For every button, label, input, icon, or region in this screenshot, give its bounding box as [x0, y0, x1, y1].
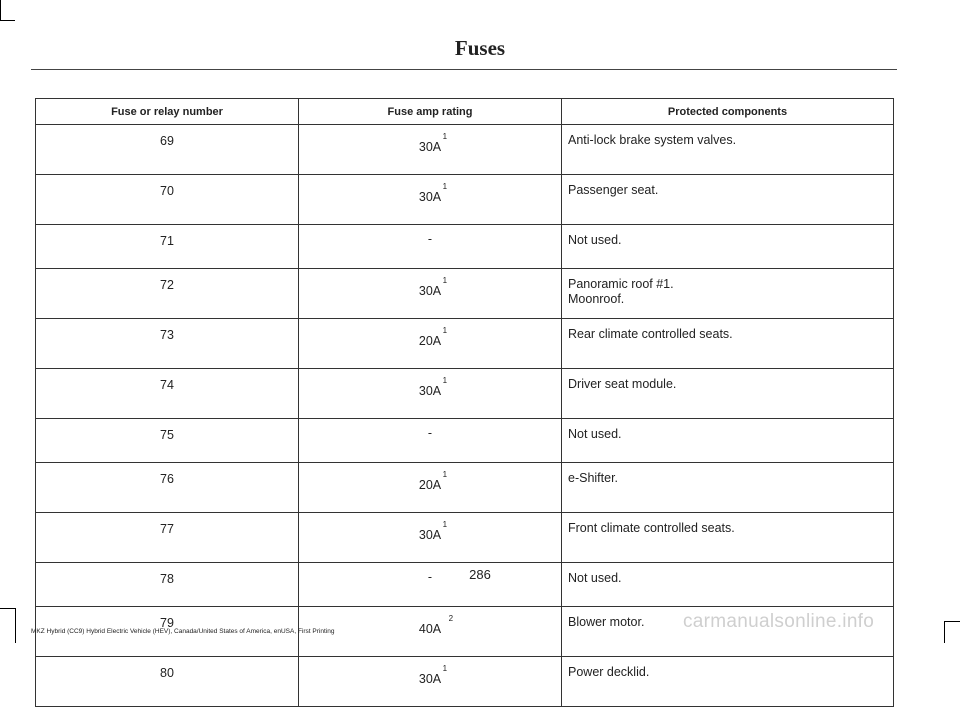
footnote-marker: 1 — [442, 376, 448, 385]
fuse-number: 75 — [36, 419, 299, 463]
fuse-number: 72 — [36, 269, 299, 319]
protected-components — [562, 175, 894, 225]
amp-text: 30A — [418, 140, 442, 154]
fuse-number: 70 — [36, 175, 299, 225]
component-line: Not used. — [568, 233, 622, 247]
header-amp-rating: Fuse amp rating — [299, 99, 562, 125]
table-row — [36, 419, 894, 463]
footnote-marker: 1 — [442, 276, 448, 285]
table-row — [36, 269, 894, 319]
amp-text: 30A — [418, 190, 442, 204]
component-line: Anti-lock brake system valves. — [568, 133, 737, 147]
footnote-marker: 2 — [448, 614, 454, 623]
fuse-number: 78 — [36, 563, 299, 607]
protected-components — [562, 225, 894, 269]
page-number: 286 — [469, 567, 491, 582]
amp-value — [418, 520, 448, 542]
amp-value — [418, 132, 448, 154]
amp-text: - — [427, 426, 433, 440]
amp-value — [418, 182, 448, 204]
watermark: carmanualsonline.info — [683, 611, 875, 632]
footnote-marker: 1 — [442, 664, 448, 673]
fuse-number: 69 — [36, 125, 299, 175]
protected-components — [562, 513, 894, 563]
table-row — [36, 225, 894, 269]
amp-value — [428, 426, 432, 440]
footnote-marker: 1 — [442, 470, 448, 479]
component-line: Not used. — [568, 571, 622, 585]
table-row — [36, 369, 894, 419]
fuse-number: 77 — [36, 513, 299, 563]
amp-text: 20A — [418, 334, 442, 348]
amp-text: 40A — [418, 622, 442, 636]
fuse-amp-rating — [299, 463, 562, 513]
fuse-amp-rating — [299, 513, 562, 563]
component-line: Driver seat module. — [568, 377, 677, 391]
page-title: Fuses — [454, 36, 506, 60]
crop-mark-bottom-right-horizontal — [944, 621, 960, 622]
component-line: Panoramic roof #1. — [568, 277, 674, 291]
fuse-number: 74 — [36, 369, 299, 419]
amp-text: 30A — [418, 528, 442, 542]
footnote-marker: 1 — [442, 520, 448, 529]
crop-mark-bottom-left-vertical — [15, 608, 16, 643]
protected-components — [562, 369, 894, 419]
amp-text: 20A — [418, 478, 442, 492]
protected-components — [562, 463, 894, 513]
amp-value — [428, 232, 432, 246]
table-row — [36, 319, 894, 369]
fuse-amp-rating — [299, 607, 562, 657]
amp-value — [418, 664, 448, 686]
header-protected-components: Protected components — [562, 99, 894, 125]
fuse-number: 71 — [36, 225, 299, 269]
fuse-amp-rating — [299, 225, 562, 269]
crop-mark-top-left-horizontal — [0, 20, 15, 21]
protected-components — [562, 319, 894, 369]
fuse-amp-rating — [299, 319, 562, 369]
component-line: Front climate controlled seats. — [568, 521, 735, 535]
fuse-amp-rating — [299, 125, 562, 175]
crop-mark-bottom-left-horizontal — [0, 608, 15, 609]
footer-text: MKZ Hybrid (CC9) Hybrid Electric Vehicle (HEV), Canada/United States of America, enUSA, First Printing — [31, 628, 335, 635]
protected-components — [562, 657, 894, 707]
protected-components — [562, 419, 894, 463]
fuse-amp-rating — [299, 175, 562, 225]
component-line: e-Shifter. — [568, 471, 619, 485]
amp-text: 30A — [418, 672, 442, 686]
table-row — [36, 657, 894, 707]
footnote-marker: 1 — [442, 182, 448, 191]
protected-components — [562, 125, 894, 175]
fuse-amp-rating — [299, 369, 562, 419]
protected-components — [562, 269, 894, 319]
amp-value — [418, 470, 448, 492]
crop-mark-top-left-vertical — [0, 0, 1, 20]
fuse-amp-rating — [299, 269, 562, 319]
amp-value — [418, 276, 448, 298]
table-row — [36, 463, 894, 513]
amp-text: 30A — [418, 284, 442, 298]
amp-value — [418, 376, 448, 398]
component-line: Rear climate controlled seats. — [568, 327, 733, 341]
title-rule — [31, 69, 897, 70]
crop-mark-bottom-right-vertical — [944, 621, 945, 643]
fuse-number: 79 — [36, 607, 299, 657]
table-header-row — [36, 99, 894, 125]
table-row — [36, 175, 894, 225]
fuse-number: 73 — [36, 319, 299, 369]
component-line: Passenger seat. — [568, 183, 659, 197]
component-line: Not used. — [568, 427, 622, 441]
amp-value — [418, 614, 454, 636]
fuse-number: 76 — [36, 463, 299, 513]
fuse-amp-rating — [299, 657, 562, 707]
component-line: Power decklid. — [568, 665, 650, 679]
footnote-marker: 1 — [442, 326, 448, 335]
header-fuse-number: Fuse or relay number — [36, 99, 299, 125]
amp-text: - — [427, 570, 433, 584]
table-row — [36, 513, 894, 563]
amp-text: 30A — [418, 384, 442, 398]
amp-value — [418, 326, 448, 348]
table-row — [36, 125, 894, 175]
component-line: Moonroof. — [568, 292, 625, 306]
amp-text: - — [427, 232, 433, 246]
fuse-amp-rating — [299, 419, 562, 463]
fuse-number: 80 — [36, 657, 299, 707]
footnote-marker: 1 — [442, 132, 448, 141]
component-line: Blower motor. — [568, 615, 645, 629]
